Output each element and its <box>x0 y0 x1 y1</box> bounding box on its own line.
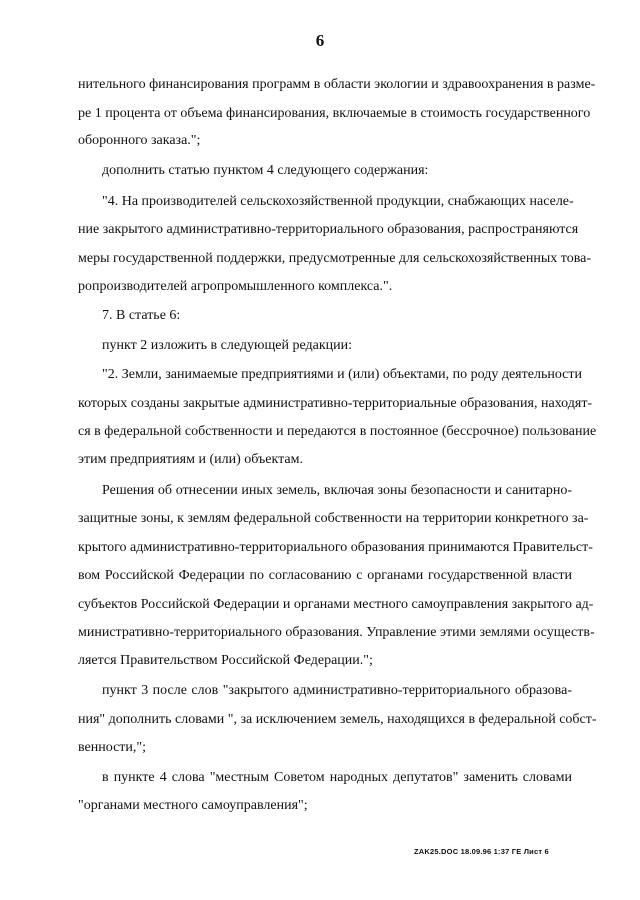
text-line: министративно-территориального образования. Управление этими землями осуществ- <box>78 625 595 640</box>
text-line: крытого административно-территориального образования принимаются Правительст- <box>78 540 593 555</box>
text-line: Решения об отнесении иных земель, включая зоны безопасности и санитарно- <box>102 483 572 498</box>
text-line: ния" дополнить словами ", за исключением земель, находящихся в федеральной собст- <box>78 712 597 727</box>
document-footer: ZAK25.DOC 18.09.96 1:37 ГЕ Лист 6 <box>414 847 549 856</box>
text-line: ся в федеральной собственности и передаются в постоянное (бессрочное) пользование <box>78 424 597 439</box>
text-line: "органами местного самоуправления"; <box>78 798 308 813</box>
text-line: ляется Правительством Российской Федерации."; <box>78 653 373 668</box>
text-line: ние закрытого административно-территориального образования, распространяются <box>78 222 579 237</box>
page-number: 6 <box>315 31 325 50</box>
text-line: "2. Земли, занимаемые предприятиями и (или) объектами, по роду деятельности <box>102 367 582 382</box>
text-line: 7. В статье 6: <box>102 308 181 323</box>
text-line: этим предприятиям и (или) объектам. <box>78 452 303 467</box>
text-line: нительного финансирования программ в области экологии и здравоохранения в разме- <box>78 77 596 92</box>
text-line: защитные зоны, к землям федеральной собственности на территории конкретного за- <box>78 511 589 526</box>
text-line: пункт 3 после слов "закрытого административно-территориального образова- <box>102 683 572 698</box>
text-line: ре 1 процента от объема финансирования, включаемые в стоимость государственного <box>78 106 591 121</box>
text-line: субъектов Российской Федерации и органами местного самоуправления закрытого ад- <box>78 597 594 612</box>
text-line: которых созданы закрытые административно-территориальные образования, находят- <box>78 396 593 411</box>
text-line: в пункте 4 слова "местным Советом народных депутатов" заменить словами <box>102 770 572 785</box>
text-line: "4. На производителей сельскохозяйственной продукции, снабжающих населе- <box>102 194 574 209</box>
text-line: венности,"; <box>78 740 147 755</box>
text-line: дополнить статью пунктом 4 следующего содержания: <box>102 163 429 178</box>
text-line: оборонного заказа."; <box>78 133 201 148</box>
text-line: ропроизводителей агропромышленного комплекса.". <box>78 279 393 294</box>
text-line: вом Российской Федерации по согласованию с органами государственной власти <box>78 568 572 583</box>
text-line: меры государственной поддержки, предусмотренные для сельскохозяйственных това- <box>78 251 592 266</box>
text-line: пункт 2 изложить в следующей редакции: <box>102 338 352 353</box>
